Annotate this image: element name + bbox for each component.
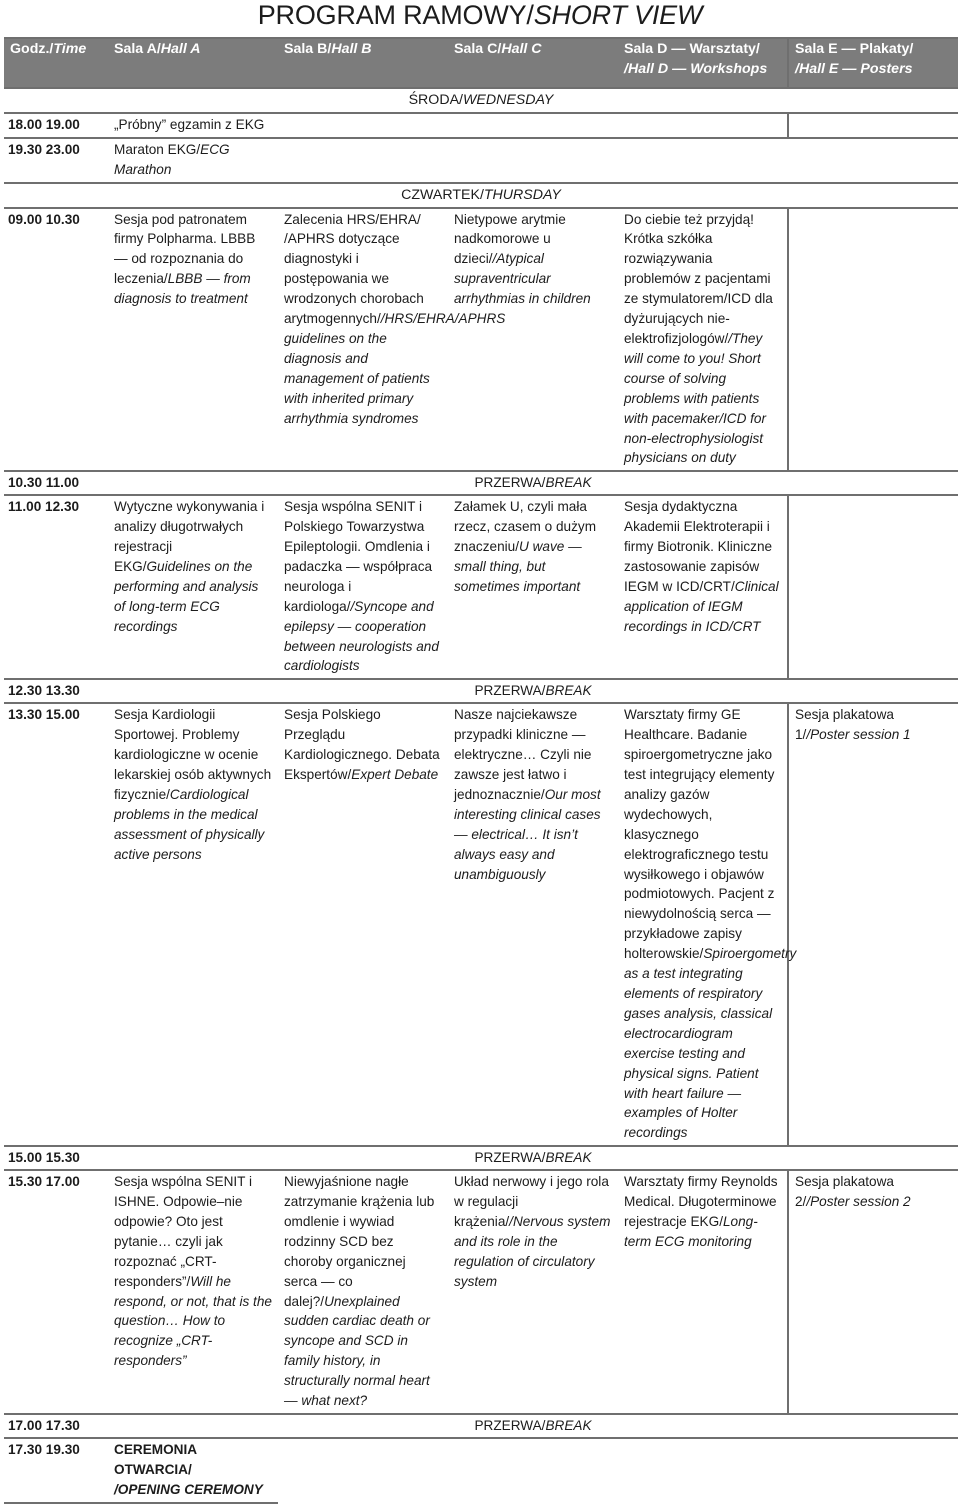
time-cell: 19.30 23.00	[4, 138, 108, 183]
header-hall-b: Sala B/Hall B	[278, 38, 448, 88]
header-hall-e: Sala E — Plakaty/ /Hall E — Posters	[788, 38, 958, 88]
table-row	[4, 495, 958, 679]
time-cell: 09.00 10.30	[4, 208, 108, 472]
table-row	[4, 703, 958, 1146]
time-cell: 10.30 11.00	[4, 471, 108, 495]
break-label: PRZERWA/BREAK	[108, 1146, 958, 1170]
session-cell: Nietypowe arytmie nadkomorowe u dzieci//Atypical supraventricular arrhythmias in children	[448, 208, 618, 472]
title-main: PROGRAM RAMOWY/	[257, 0, 534, 30]
time-cell: 15.30 17.00	[4, 1170, 108, 1414]
time-cell: 17.00 17.30	[4, 1414, 108, 1438]
session-cell: Zalecenia HRS/EHRA/ /APHRS dotyczące diagnostyki i postępowania we wrodzonych chorobach arytmogennych//HRS/EHRA/APHRS guidelines on the diagnosis and management of patients with inherited primary arrhythmia syndromes	[278, 208, 448, 472]
table-row	[4, 208, 958, 472]
table-row	[4, 1438, 958, 1503]
break-row	[4, 1146, 958, 1170]
time-cell: 11.00 12.30	[4, 495, 108, 679]
table-row	[4, 1170, 958, 1414]
title-italic: SHORT VIEW	[533, 0, 703, 30]
break-label: PRZERWA/BREAK	[108, 1414, 958, 1438]
schedule-table	[4, 37, 958, 1504]
session-cell: Warsztaty firmy Reynolds Medical. Długoterminowe rejestracje EKG/Long-term ECG monitoring	[618, 1170, 788, 1414]
empty-cell	[618, 113, 788, 138]
session-cell: Sesja wspólna SENIT i Polskiego Towarzystwa Epileptologii. Omdlenia i padaczka — współpraca neurologa i kardiologa//Syncope and epilepsy — cooperation between neurologists and cardiologists	[278, 495, 448, 679]
session-cell: Wytyczne wykonywania i analizy długotrwałych rejestracji EKG/Guidelines on the performing and analysis of long-term ECG recordings	[108, 495, 278, 679]
session-cell: Do ciebie też przyjdą! Krótka szkółka rozwiązywania problemów z pacjentami ze stymulatorem/ICD dla dyżurujących nie-elektrofizjologów//They will come to you! Short course of solving problems with patients with pacemaker/ICD for non-electrophysiologist physicians on duty	[618, 208, 788, 472]
header-row	[4, 38, 958, 88]
day-row-thursday	[4, 183, 958, 208]
break-row	[4, 471, 958, 495]
session-cell: Maraton EKG/ECG Marathon	[108, 138, 278, 183]
time-cell: 13.30 15.00	[4, 703, 108, 1146]
session-cell: „Próbny” egzamin z EKG	[108, 113, 448, 138]
day-row-wednesday	[4, 88, 958, 113]
break-row	[4, 1414, 958, 1438]
session-cell: Warsztaty firmy GE Healthcare. Badanie spiroergometryczne jako test integrujący elementy analizy gazów wydechowych, klasycznego elektrograficznego testu wysiłkowego i objawów podmiotowych. Pacjent z niewydolnością serca — przykładowe zapisy holterowskie/Spiroergometry as a test integrating elements of respiratory gases analysis, classical electrocardiogram exercise testing and physical signs. Patient with heart failure — examples of Holter recordings	[618, 703, 788, 1146]
time-cell: 12.30 13.30	[4, 679, 108, 703]
session-cell: Nasze najciekawsze przypadki kliniczne — elektryczne… Czyli nie zawsze jest łatwo i jednoznacznie/Our most interesting clinical cases — electrical… It isn’t always easy and unambiguously	[448, 703, 618, 1146]
empty-cell	[788, 208, 958, 472]
day-label: ŚRODA/WEDNESDAY	[4, 88, 958, 113]
table-row	[4, 138, 958, 183]
session-cell: Sesja dydaktyczna Akademii Elektroterapii i firmy Biotronik. Kliniczne zastosowanie zapisów IEGM w ICD/CRT/Clinical application of IEGM recordings in ICD/CRT	[618, 495, 788, 679]
break-row	[4, 679, 958, 703]
empty-cell	[278, 138, 958, 183]
session-cell: Sesja pod patronatem firmy Polpharma. LBBB — od rozpoznania do leczenia/LBBB — from diagnosis to treatment	[108, 208, 278, 472]
time-cell: 18.00 19.00	[4, 113, 108, 138]
header-hall-d: Sala D — Warsztaty/ /Hall D — Workshops	[618, 38, 788, 88]
session-cell: CEREMONIA OTWARCIA/ /OPENING CEREMONY	[108, 1438, 278, 1503]
session-cell: Sesja Polskiego Przeglądu Kardiologicznego. Debata Ekspertów/Expert Debate	[278, 703, 448, 1146]
time-cell: 17.30 19.30	[4, 1438, 108, 1503]
session-cell: Sesja Kardiologii Sportowej. Problemy kardiologiczne w ocenie lekarskiej osób aktywnych fizycznie/Cardiological problems in the medical assessment of physically active persons	[108, 703, 278, 1146]
header-hall-a: Sala A/Hall A	[108, 38, 278, 88]
time-cell: 15.00 15.30	[4, 1146, 108, 1170]
session-cell: Sesja wspólna SENIT i ISHNE. Odpowie–nie odpowie? Oto jest pytanie… czyli jak rozpoznać „CRT-responders”/Will he respond, or not, that is the question… How to recognize „CRT-responders”	[108, 1170, 278, 1414]
empty-cell	[448, 113, 618, 138]
header-time: Godz./Time	[4, 38, 108, 88]
session-cell: Sesja plakatowa 1//Poster session 1	[788, 703, 958, 1146]
empty-cell	[788, 495, 958, 679]
session-cell: Sesja plakatowa 2//Poster session 2	[788, 1170, 958, 1414]
break-label: PRZERWA/BREAK	[108, 679, 958, 703]
session-cell: Układ nerwowy i jego rola w regulacji krążenia//Nervous system and its role in the regulation of circulatory system	[448, 1170, 618, 1414]
empty-cell	[278, 1438, 958, 1503]
empty-cell	[788, 113, 958, 138]
break-label: PRZERWA/BREAK	[108, 471, 958, 495]
session-cell: Niewyjaśnione nagłe zatrzymanie krążenia lub omdlenie i wywiad rodzinny SCD bez choroby organicznej serca — co dalej?/Unexplained sudden cardiac death or syncope and SCD in family history, in structurally normal heart — what next?	[278, 1170, 448, 1414]
page-title	[0, 0, 960, 34]
session-cell: Załamek U, czyli mała rzecz, czasem o dużym znaczeniu/U wave — small thing, but sometimes important	[448, 495, 618, 679]
header-hall-c: Sala C/Hall C	[448, 38, 618, 88]
day-label: CZWARTEK/THURSDAY	[4, 183, 958, 208]
table-row	[4, 113, 958, 138]
